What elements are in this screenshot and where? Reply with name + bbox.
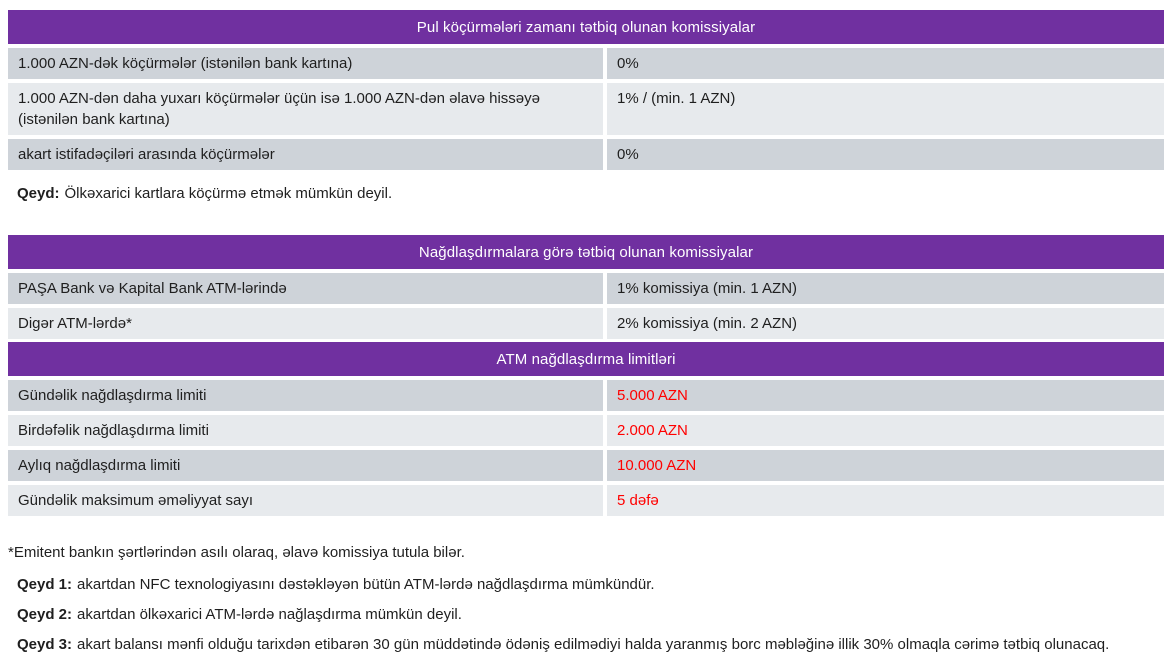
row-value-cell: 2% komissiya (min. 2 AZN) bbox=[607, 308, 1164, 339]
footnote-qeyd-2-text: akartdan ölkəxarici ATM-lərdə nağlaşdırma mümkün deyil. bbox=[77, 606, 462, 623]
transfers-note-label: Qeyd: bbox=[17, 185, 60, 202]
row-value-cell: 5 dəfə bbox=[607, 485, 1164, 516]
footnote-qeyd-2-label: Qeyd 2: bbox=[17, 606, 73, 623]
row-value-cell: 1% komissiya (min. 1 AZN) bbox=[607, 273, 1164, 304]
footnotes bbox=[0, 543, 1164, 655]
table-row bbox=[8, 415, 1164, 446]
row-value-cell: 5.000 AZN bbox=[607, 380, 1164, 411]
transfers-table-title: Pul köçürmələri zamanı tətbiq olunan komissiyalar bbox=[416, 18, 756, 36]
cashout-table-header bbox=[8, 235, 1164, 269]
footnote-qeyd-3-text: akart balansı mənfi olduğu tarixdən etibarən 30 gün müddətində ödəniş edilmədiyi halda yaranmış borc məbləğinə illik 30% olmaqla cərimə tətbiq olunacaq. bbox=[77, 636, 1110, 653]
table-row bbox=[8, 139, 1164, 170]
row-value-cell: 0% bbox=[607, 139, 1164, 170]
row-value-cell: 10.000 AZN bbox=[607, 450, 1164, 481]
row-label-cell: Gündəlik nağdlaşdırma limiti bbox=[8, 380, 603, 411]
row-label-cell: Birdəfəlik nağdlaşdırma limiti bbox=[8, 415, 603, 446]
row-value-cell: 2.000 AZN bbox=[607, 415, 1164, 446]
table-row bbox=[8, 308, 1164, 339]
row-value-cell: 1% / (min. 1 AZN) bbox=[607, 83, 1164, 135]
row-label-cell: Gündəlik maksimum əməliyyat sayı bbox=[8, 485, 603, 516]
table-row bbox=[8, 485, 1164, 516]
footnote-qeyd-1-text: akartdan NFC texnologiyasını dəstəkləyən bütün ATM-lərdə nağdlaşdırma mümkündür. bbox=[77, 576, 655, 593]
transfers-table-header bbox=[8, 10, 1164, 44]
cashout-table-title: Nağdlaşdırmalara görə tətbiq olunan komissiyalar bbox=[418, 243, 754, 261]
row-label-cell: Digər ATM-lərdə* bbox=[8, 308, 603, 339]
cashout-commission-table bbox=[8, 235, 1164, 339]
row-label-cell: 1.000 AZN-dən daha yuxarı köçürmələr üçün isə 1.000 AZN-dən əlavə hissəyə (istənilən bank kartına) bbox=[8, 83, 603, 135]
table-row bbox=[8, 273, 1164, 304]
footnote-qeyd-2 bbox=[17, 605, 1164, 625]
row-label-cell: Aylıq nağdlaşdırma limiti bbox=[8, 450, 603, 481]
emitent-footnote: *Emitent bankın şərtlərindən asılı olaraq, əlavə komissiya tutula bilər. bbox=[8, 544, 465, 561]
table-row bbox=[8, 83, 1164, 135]
table-row bbox=[8, 450, 1164, 481]
table-row bbox=[8, 380, 1164, 411]
footnote-qeyd-1-label: Qeyd 1: bbox=[17, 576, 73, 593]
transfers-commission-table bbox=[8, 10, 1164, 170]
transfers-note bbox=[17, 184, 1164, 204]
table-row bbox=[8, 48, 1164, 79]
footnote-qeyd-3 bbox=[17, 635, 1164, 655]
footnote-qeyd-1 bbox=[17, 575, 1164, 595]
footnote-qeyd-3-label: Qeyd 3: bbox=[17, 636, 73, 653]
transfers-note-text: Ölkəxarici kartlara köçürmə etmək mümkün deyil. bbox=[64, 185, 393, 202]
row-label-cell: akart istifadəçiləri arasında köçürmələr bbox=[8, 139, 603, 170]
atm-limits-header bbox=[8, 342, 1164, 376]
atm-limits-table bbox=[8, 342, 1164, 516]
atm-limits-title: ATM nağdlaşdırma limitləri bbox=[496, 350, 676, 368]
row-value-cell: 0% bbox=[607, 48, 1164, 79]
row-label-cell: 1.000 AZN-dək köçürmələr (istənilən bank kartına) bbox=[8, 48, 603, 79]
row-label-cell: PAŞA Bank və Kapital Bank ATM-lərində bbox=[8, 273, 603, 304]
